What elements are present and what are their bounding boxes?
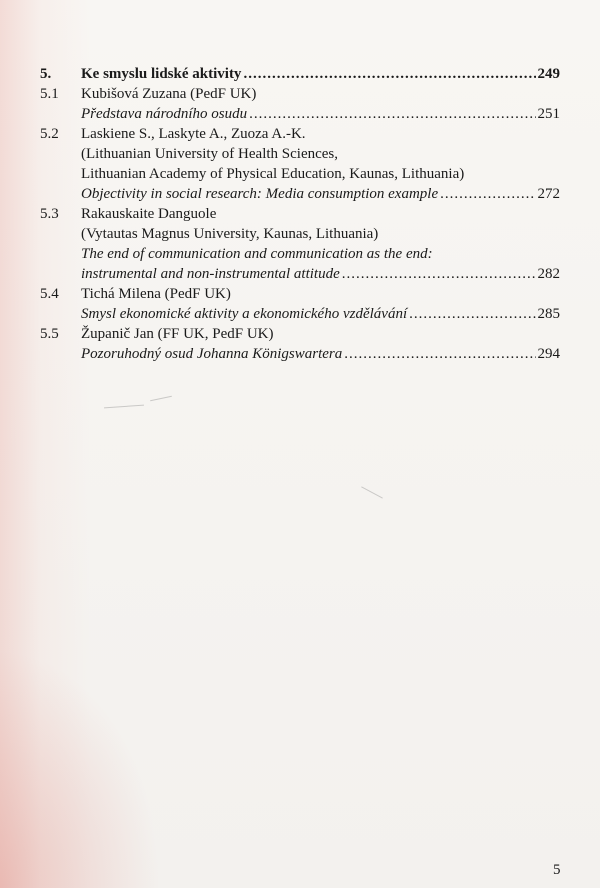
author: Tichá Milena (PedF UK)	[81, 286, 231, 302]
dot-leader	[344, 344, 535, 364]
toc-section-heading[interactable]	[40, 64, 560, 84]
scan-mark	[150, 396, 172, 402]
page-ref: 285	[537, 306, 560, 322]
toc-item-author	[40, 84, 560, 104]
dot-leader	[342, 264, 536, 284]
item-number: 5.4	[40, 286, 59, 302]
item-title: Objectivity in social research: Media consumption example	[81, 186, 439, 202]
page-number: 5	[553, 862, 561, 878]
dot-leader	[249, 104, 535, 124]
table-of-contents	[40, 64, 560, 364]
page-ref: 282	[537, 266, 560, 282]
affiliation: (Vytautas Magnus University, Kaunas, Lithuania)	[81, 226, 379, 242]
item-title-first-line: The end of communication and communication as the end:	[81, 246, 433, 262]
dot-leader	[409, 304, 535, 324]
author: Županič Jan (FF UK, PedF UK)	[81, 326, 274, 342]
affiliation-line	[40, 224, 560, 244]
item-title-line	[40, 244, 560, 264]
affiliation: (Lithuanian University of Health Sciences,	[81, 146, 339, 162]
toc-item-title-row[interactable]	[40, 264, 560, 284]
page-ref: 272	[537, 186, 560, 202]
item-number: 5.3	[40, 206, 59, 222]
section-number: 5.	[40, 66, 52, 82]
scan-mark	[104, 405, 144, 409]
item-title: instrumental and non-instrumental attitude	[81, 266, 340, 282]
item-number: 5.5	[40, 326, 59, 342]
affiliation-line	[40, 144, 560, 164]
page-ref: 249	[537, 66, 560, 82]
author: Laskiene S., Laskyte A., Zuoza A.-K.	[81, 126, 306, 142]
page-ref: 251	[537, 106, 560, 122]
page-ref: 294	[537, 346, 560, 362]
toc-item-author	[40, 324, 560, 344]
item-number: 5.2	[40, 126, 59, 142]
dot-leader	[440, 184, 535, 204]
item-title: Představa národního osudu	[81, 106, 248, 122]
author: Kubišová Zuzana (PedF UK)	[81, 86, 257, 102]
scan-mark	[361, 486, 383, 498]
dot-leader	[243, 64, 535, 84]
section-title: Ke smyslu lidské aktivity	[81, 66, 242, 82]
item-title: Smysl ekonomické aktivity a ekonomického vzdělávání	[81, 306, 408, 322]
toc-item-author	[40, 124, 560, 144]
toc-item-author	[40, 204, 560, 224]
toc-item-title-row[interactable]	[40, 344, 560, 364]
affiliation-line	[40, 164, 560, 184]
author: Rakauskaite Danguole	[81, 206, 217, 222]
toc-item-author	[40, 284, 560, 304]
toc-item-title-row[interactable]	[40, 184, 560, 204]
affiliation: Lithuanian Academy of Physical Education, Kaunas, Lithuania)	[81, 166, 465, 182]
item-title: Pozoruhodný osud Johanna Königswartera	[81, 346, 343, 362]
toc-item-title-row[interactable]	[40, 104, 560, 124]
toc-item-title-row[interactable]	[40, 304, 560, 324]
item-number: 5.1	[40, 86, 59, 102]
